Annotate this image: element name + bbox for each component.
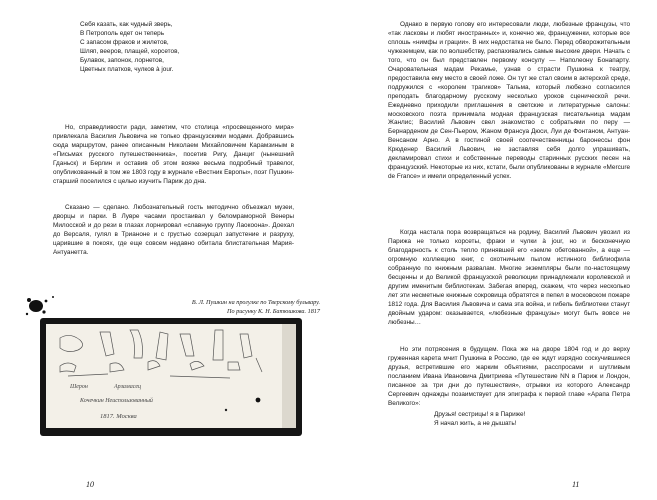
ink-spot [225,409,227,411]
page-number: 11 [572,480,580,489]
illustration-caption [180,298,320,316]
paragraph: Когда настала пора возвращаться на родину, Василий Львович увозил из Парижа не только корсеты, фраки и чулки à jour, но и бесконечную благодарность к столь тепло принявшей его «земле обетованной», а еще — огромную коллекцию книг, с охотничьим пылом истинного библиофила собранную по книжным развалам. Многие экземпляры были по-настоящему бесценны и до Великой французской революции принадлежали королевской и другим именитым библиотекам. Забегая вперед, скажем, что через несколько лет эти несметные книжные сокровища обратятся в пепел в московском пожаре 1812 года. Для Василия Львовича и сама эта война, и гибель библиотеки станут двойным ударом: оказывается, «любезные французы» могут быть вовсе не любезны… [388,229,630,326]
page-number: 10 [86,480,94,489]
sketch-illustration [40,318,302,436]
sketch-inscription: 1817. Москва [100,413,137,420]
paragraph: Но, справедливости ради, заметим, что столица «просвещенного мира» привлекала Василия Львовича не только французскими модами. Добравшись сюда маршрутом, ранее описанным Николаем Михайловичем Карамзиным в «Письмах русского путешественника», посетив Ригу, Данциг (нынешний Гданьск) и Берлин и оставив об этом вояже весьма подробный травелог, опубликованный в том же 1803 году в журнале «Вестник Европы», поэт Пушкин-старший поселился с целью изучить Париж до дна. [53,124,294,185]
epigraph-verse [434,410,525,428]
verse-stanza [80,21,179,74]
verse-line: Шляп, вееров, плащей, корсетов, [80,47,180,55]
sketch-inscription: Кочечкин Неиспользованный [80,398,153,404]
sketch-paper [46,324,282,428]
verse-line: Булавок, запонок, лорнетов, [80,56,164,64]
paragraph: Однако в первую голову его интересовали люди, любезные французы, что «так ласковы и любят иностранных» и, конечно же, француженки, которые все сплошь «нимфы и грации». В них недостатка не было. Перед обворожительным чужеземцем, как по волшебству, распахивались самые высокие двери. Начать с того, что он был представлен первому консулу — Наполеону Бонапарту. Очаровательная мадам Рекамье, узнав о страсти Пушкина к театру, предоставила ему место в своей ложе. Он тут же стал своим в актерской среде, подружился с «королем трагиков» Тальма, который любезно согласился преподать благодарному русскому несколько уроков сценической речи. Ежедневно приходили приглашения в светские и литературные салоны: московского поэта принимала модная французская писательница мадам Жанлис; Василий Львович свел знакомство с собратьями по перу — Бернарденом де Сен-Пьером, Жаном Франсуа Дюси, Луи де Фонтаном, Антуан-Венсаном Арно. А в гостиной своей соотечественницы баронессы фон Крюденер Василий Львович, не заставляя себя долго упрашивать, декламировал стихи и собственные переводы старинных русских песен на французский. Некоторые из них, кстати, были опубликованы в журнале «Mercure de France» и имели определенный успех. [388,21,630,181]
ink-spot [256,398,261,403]
sketch-drawing [40,318,302,436]
sketch-paper-edge [282,324,296,428]
left-page [0,0,328,500]
verse-line: В Петрополь едет он теперь [80,29,165,37]
verse-line: Друзья! сестрицы! я в Париже! [434,411,526,418]
caption-line: По рисунку К. Н. Батюшкова. 1817 [227,308,320,315]
verse-line: Себя казать, как чудный зверь, [80,21,173,28]
sketch-inscription: Шерон [70,384,88,390]
right-page [328,0,657,500]
verse-line: Я начал жить, а не дышать! [434,420,517,427]
paragraph: Но эти потрясения в будущем. Пока же на дворе 1804 год и до верху груженная карета мчит Пушкина в Россию, где ее ждут изрядно соскучившиеся друзья, встретившие его жарким объятиями, расспросами и шутливым посланием Ивана Ивановича Дмитриева «Путешествие NN в Париж и Лондон, писанное за три дни до путешествия», отрывки из которого Александр Сергеевич однажды позаимствует для эпиграфа к первой главе «Арапа Петра Великого»: [388,346,630,407]
caption-line: В. Л. Пушкин на прогулке по Тверскому бульвару. [191,299,320,306]
verse-line: Цветных платков, чулков à jour. [80,65,174,73]
sketch-inscription: Арзамасец [114,384,142,390]
verse-line: С запасом фраков и жилетов, [80,38,169,46]
paragraph: Сказано — сделано. Любознательный гость методично объезжал музеи, дворцы и парки. В Лувре часами простаивал у беломраморной Венеры Милосской и до рези в глазах лорнировал «славную группу Лаокоона». Доехал до Версаля, гулял в Трианоне и с грустью созерцал запустение и разруху, царившие в покоях, где еще совсем недавно обитала блистательная Мария-Антуанетта. [53,204,294,256]
